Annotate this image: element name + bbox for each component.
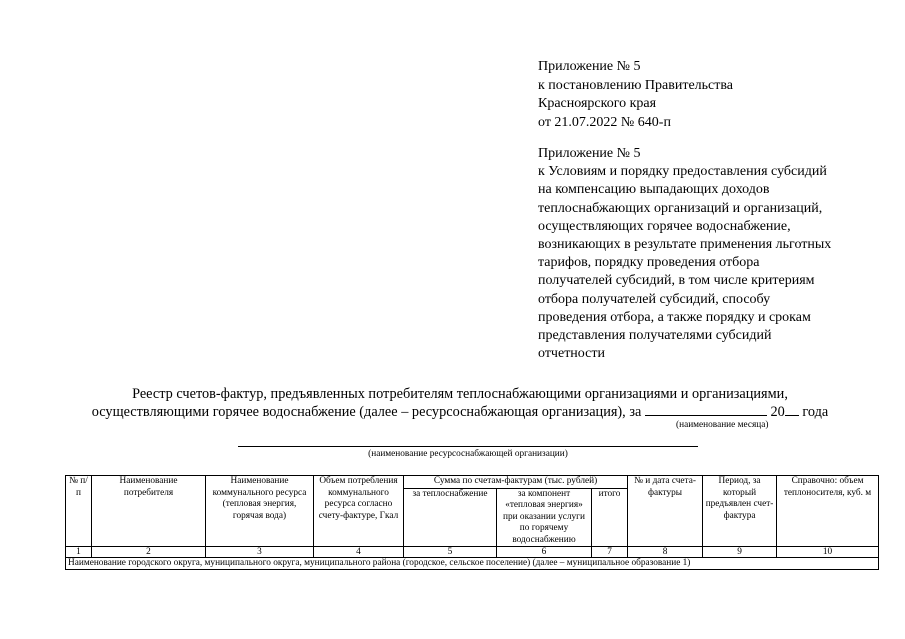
- appendix-line: представления получателями субсидий: [538, 328, 772, 344]
- title-line-1: Реестр счетов-фактур, предъявленных потребителям теплоснабжающими организациями и организациями,: [132, 386, 788, 402]
- appendix-line: отбора получателей субсидий, способу: [538, 291, 771, 307]
- column-number: 5: [404, 547, 497, 558]
- table-header-row: [66, 476, 879, 489]
- column-number: 9: [703, 547, 777, 558]
- title-line-2: [60, 403, 860, 421]
- col-header-consumer: Наименование потребителя: [92, 476, 206, 547]
- appendix-line: тарифов, порядку проведения отбора: [538, 255, 760, 271]
- col-header-sum-heat: за теплоснабжение: [404, 488, 497, 547]
- appendix-line: на компенсацию выпадающих доходов: [538, 182, 770, 198]
- month-blank: [645, 403, 767, 416]
- col-header-sum-component: за компонент «тепловая энергия» при оказании услуги по горячему водоснабжению: [497, 488, 592, 547]
- col-header-resource: Наименование коммунального ресурса (тепловая энергия, горячая вода): [206, 476, 314, 547]
- col-header-sum-group: Сумма по счетам-фактурам (тыс. рублей): [404, 476, 628, 489]
- appendix-line: Приложение № 5: [538, 146, 641, 161]
- col-header-volume: Объем потребления коммунального ресурса согласно счету-фактуре, Гкал: [314, 476, 404, 547]
- title-year-suffix: года: [798, 404, 829, 420]
- column-number: 3: [206, 547, 314, 558]
- title-year-prefix: 20: [766, 404, 785, 420]
- month-caption: (наименование месяца): [676, 420, 769, 430]
- org-name-blank: [238, 446, 698, 447]
- col-header-num: № п/п: [66, 476, 92, 547]
- col-header-reference: Справочно: объем теплоносителя, куб. м: [777, 476, 879, 547]
- column-number: 1: [66, 547, 92, 558]
- org-caption: (наименование ресурсоснабжающей организации): [368, 449, 568, 459]
- column-number-row: [66, 547, 879, 558]
- appendix-line: получателей субсидий, в том числе критериям: [538, 273, 815, 289]
- col-header-period: Период, за который предъявлен счет-фактура: [703, 476, 777, 547]
- appendix-line: осуществляющих горячее водоснабжение,: [538, 218, 791, 234]
- title-line-2-text: осуществляющими горячее водоснабжение (далее – ресурсоснабжающая организация), за: [91, 404, 645, 420]
- appendix-line: проведения отбора, а также порядку и срокам: [538, 309, 811, 325]
- column-number: 6: [497, 547, 592, 558]
- municipality-cell: Наименование городского округа, муниципального округа, муниципального района (городское, сельское поселение) (далее – муниципальное образование 1): [66, 558, 879, 570]
- col-header-sum-total: итого: [592, 488, 628, 547]
- appendix-header-resolution: [538, 58, 878, 132]
- appendix-line: Приложение № 5: [538, 59, 641, 74]
- appendix-line: к Условиям и порядку предоставления субсидий: [538, 164, 827, 180]
- appendix-line: теплоснабжающих организаций и организаций,: [538, 200, 823, 216]
- col-header-invoice: № и дата счета-фактуры: [628, 476, 703, 547]
- column-number: 7: [592, 547, 628, 558]
- appendix-header-conditions: [538, 145, 883, 363]
- register-title: [60, 385, 860, 421]
- column-number: 8: [628, 547, 703, 558]
- appendix-line: от 21.07.2022 № 640-п: [538, 114, 671, 130]
- municipality-row: [66, 558, 879, 570]
- appendix-line: возникающих в результате применения льготных: [538, 237, 832, 253]
- column-number: 4: [314, 547, 404, 558]
- appendix-line: к постановлению Правительства: [538, 77, 734, 93]
- column-number: 2: [92, 547, 206, 558]
- appendix-line: отчетности: [538, 346, 605, 362]
- year-blank: [785, 403, 799, 416]
- invoice-register-table: [65, 475, 879, 570]
- appendix-line: Красноярского края: [538, 96, 657, 111]
- column-number: 10: [777, 547, 879, 558]
